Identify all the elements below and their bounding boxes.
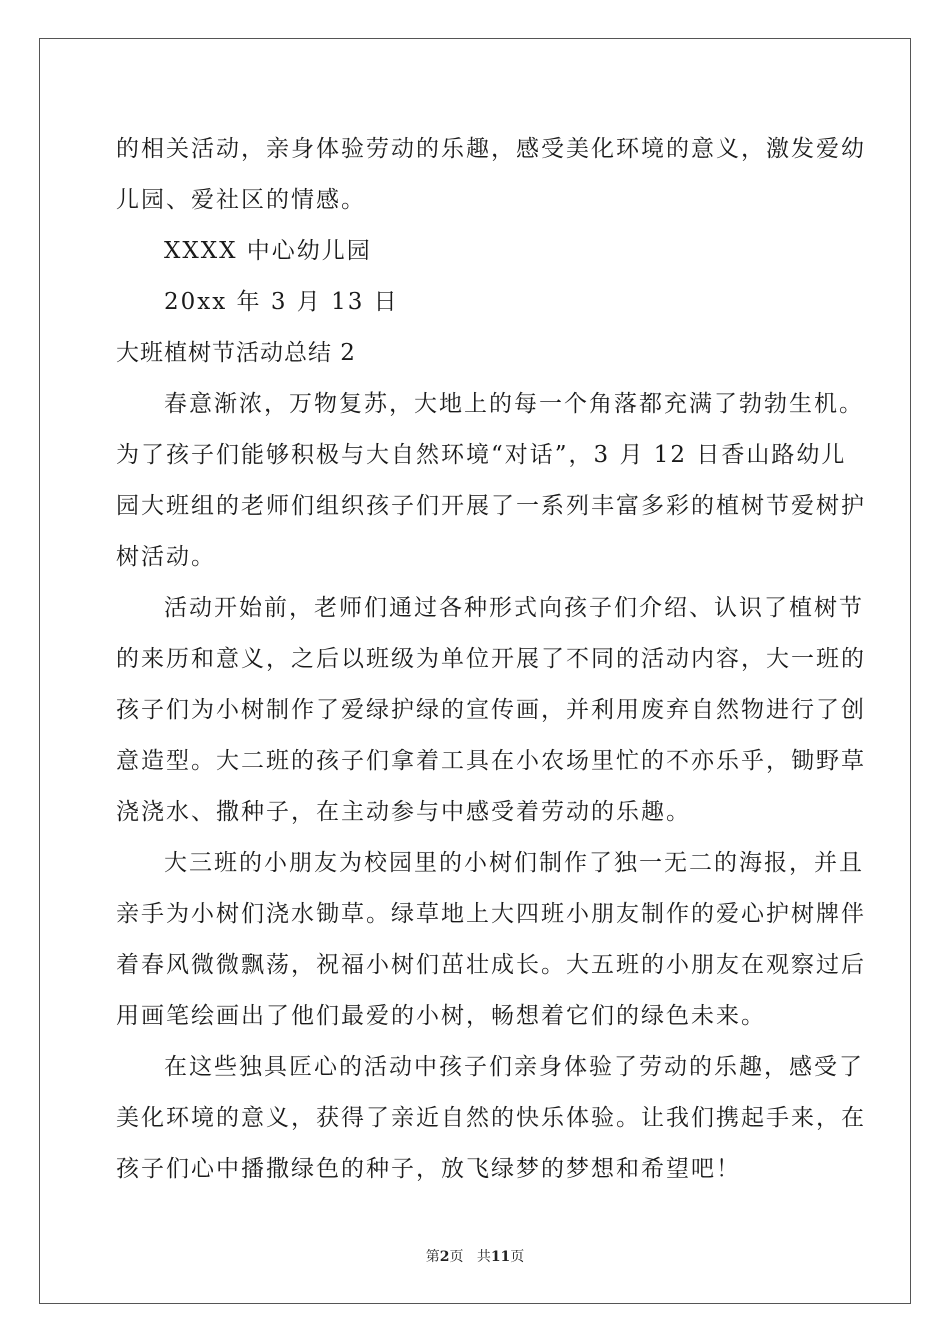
page-suffix: 页 (449, 1249, 464, 1265)
text-line: 的相关活动，亲身体验劳动的乐趣，感受美化环境的意义，激发爱幼 (116, 136, 866, 162)
text-line: 亲手为小树们浇水锄草。绿草地上大四班小朋友制作的爱心护树牌伴 (116, 901, 866, 927)
text-line: 浇浇水、撒种子，在主动参与中感受着劳动的乐趣。 (116, 799, 691, 825)
page-number: 2 (439, 1249, 450, 1265)
total-pages: 11 (490, 1249, 511, 1265)
text-line: 孩子们心中播撒绿色的种子，放飞绿梦的梦想和希望吧！ (116, 1156, 741, 1182)
text-line: 意造型。大二班的孩子们拿着工具在小农场里忙的不亦乐乎，锄野草 (116, 748, 866, 774)
text-line: 的来历和意义，之后以班级为单位开展了不同的活动内容，大一班的 (116, 646, 866, 672)
text-line: 着春风微微飘荡，祝福小树们茁壮成长。大五班的小朋友在观察过后 (116, 952, 866, 978)
text-line: 树活动。 (116, 544, 216, 570)
signature-organization: XXXX 中心幼儿园 (164, 238, 372, 264)
text-line: 美化环境的意义，获得了亲近自然的快乐体验。让我们携起手来，在 (116, 1105, 866, 1131)
text-line: 为了孩子们能够积极与大自然环境“对话”，3 月 12 日香山路幼儿 (116, 442, 847, 468)
total-suffix: 页 (510, 1249, 525, 1265)
text-line: 用画笔绘画出了他们最爱的小树，畅想着它们的绿色未来。 (116, 1003, 766, 1029)
page-prefix: 第 (425, 1249, 440, 1265)
text-line: 春意渐浓，万物复苏，大地上的每一个角落都充满了勃勃生机。 (164, 391, 864, 417)
text-line: 活动开始前，老师们通过各种形式向孩子们介绍、认识了植树节 (164, 595, 864, 621)
text-line: 孩子们为小树制作了爱绿护绿的宣传画，并利用废弃自然物进行了创 (116, 697, 866, 723)
signature-date: 20xx 年 3 月 13 日 (164, 289, 399, 315)
text-line: 在这些独具匠心的活动中孩子们亲身体验了劳动的乐趣，感受了 (164, 1054, 864, 1080)
text-line: 大三班的小朋友为校园里的小树们制作了独一无二的海报，并且 (164, 850, 864, 876)
document-body (116, 124, 866, 1195)
page-footer (0, 1248, 950, 1266)
text-line: 儿园、爱社区的情感。 (116, 187, 366, 213)
section-heading: 大班植树节活动总结 2 (116, 340, 356, 366)
total-prefix: 共 (476, 1249, 491, 1265)
text-line: 园大班组的老师们组织孩子们开展了一系列丰富多彩的植树节爱树护 (116, 493, 866, 519)
